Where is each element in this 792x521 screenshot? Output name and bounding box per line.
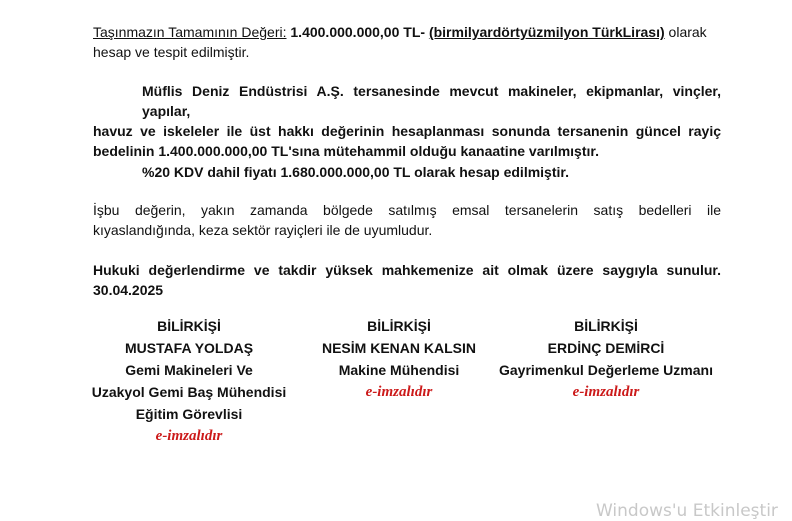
signature-name: MUSTAFA YOLDAŞ [124,340,254,356]
signature-block-1 [84,315,294,447]
signature-block-3 [490,315,722,403]
signature-block-2 [314,315,484,403]
report-date: 30.04.2025 [93,282,164,298]
submission-line: Hukuki değerlendirme ve takdir yüksek mahkemenize ait olmak üzere saygıyla sunulur. [93,262,721,278]
signature-name: NESİM KENAN KALSIN [321,340,476,356]
signature-role: BİLİRKİŞİ [367,318,431,334]
assessment-line-3: bedelinin 1.400.000.000,00 TL'sına mütehammil olduğu kanaatine varılmıştır. [93,143,599,159]
comparison-line-1: İşbu değerin, yakın zamanda bölgede satılmış emsal tersanelerin satış bedelleri ile [93,202,721,218]
comparison-line-2: kıyaslandığında, keza sektör rayiçleri ile de uyumludur. [93,222,433,238]
e-signature-note: e-imzalıdır [365,384,433,400]
e-signature-note: e-imzalıdır [155,428,223,444]
activation-watermark: Windows'u Etkinleştir [596,501,778,521]
comparison-paragraph [93,200,721,240]
submission-paragraph [93,260,721,300]
signature-title: Makine Mühendisi [338,362,460,378]
signature-title: Gemi Makineleri Ve [125,362,253,378]
value-tail-line2: hesap ve tespit edilmiştir. [93,44,250,60]
signature-role: BİLİRKİŞİ [157,318,221,334]
signature-title: Uzakyol Gemi Baş Mühendisi [91,384,287,400]
signature-role: BİLİRKİŞİ [574,318,638,334]
signature-title: Eğitim Görevlisi [135,406,243,422]
value-tail: olarak [668,24,707,40]
e-signature-note: e-imzalıdır [572,384,640,400]
value-amount: 1.400.000.000,00 TL- [290,24,426,40]
assessment-line-1: Müflis Deniz Endüstrisi A.Ş. tersanesinde mevcut makineler, ekipmanlar, vinçler, yapılar, [142,83,721,119]
value-in-words: (birmilyardörtyüzmilyon TürkLirası) [428,24,665,40]
signature-title: Gayrimenkul Değerleme Uzmanı [499,362,713,378]
value-label: Taşınmazın Tamamının Değeri: [93,24,287,40]
value-paragraph [93,22,721,62]
vat-paragraph: %20 KDV dahil fiyatı 1.680.000.000,00 TL olarak hesap edilmiştir. [142,164,569,180]
signature-name: ERDİNÇ DEMİRCİ [547,340,665,356]
assessment-paragraph [93,81,721,161]
assessment-line-2: havuz ve iskeleler ile üst hakkı değerinin hesaplanması sonunda tersanenin güncel rayiç [93,123,721,139]
